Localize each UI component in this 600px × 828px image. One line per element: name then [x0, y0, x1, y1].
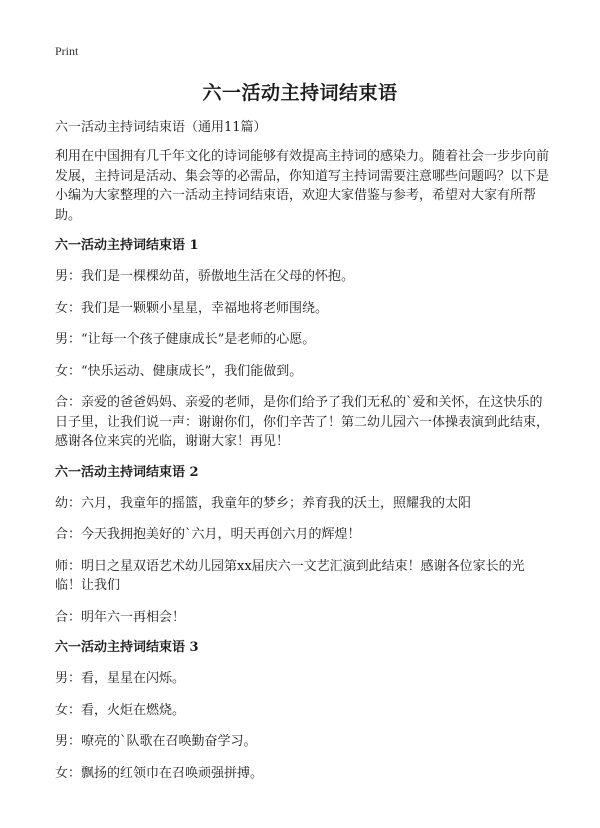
dialogue-line: 女：我们是一颗颗小星星，幸福地将老师围绕。: [55, 300, 329, 316]
section-2: [55, 464, 550, 628]
dialogue-line: 女：看，火炬在燃烧。: [55, 702, 186, 718]
dialogue-line: 幼：六月，我童年的摇篮，我童年的梦乡；养育我的沃土，照耀我的太阳: [55, 495, 472, 511]
section-heading: 六一活动主持词结束语 1: [55, 238, 199, 253]
print-link[interactable]: Print: [55, 44, 79, 58]
dialogue-line: 师：明日之星双语艺术幼儿园第xx届庆六一文艺汇演到此结束！感谢各位家长的光临！让我们: [55, 558, 525, 593]
dialogue-line: 男：我们是一棵棵幼苗，骄傲地生活在父母的怀抱。: [55, 269, 355, 284]
section-heading: 六一活动主持词结束语 3: [55, 640, 199, 655]
section-3: [55, 639, 550, 783]
dialogue-line: 男：看，星星在闪烁。: [55, 671, 186, 686]
section-1: [55, 237, 550, 452]
dialogue-line: 女：“快乐运动、健康成长”，我们能做到。: [55, 363, 303, 379]
page-title: 六一活动主持词结束语: [202, 82, 398, 104]
intro-paragraph: 利用在中国拥有几千年文化的诗词能够有效提高主持词的感染力。随着社会一步步向前发展，主持词是活动、集会等的必需品，你知道写主持词需要注意哪些问题吗？以下是小编为大家整理的六一活动主持词结束语，欢迎大家借鉴与参考，希望对大家有所帮助。: [55, 149, 550, 223]
dialogue-line: 合：明年六一再相会！: [55, 609, 186, 625]
article-subtitle: 六一活动主持词结束语（通用11篇）: [55, 120, 267, 135]
section-heading: 六一活动主持词结束语 2: [55, 464, 199, 480]
dialogue-line: 男：嘹亮的`队歌在召唤勤奋学习。: [55, 734, 257, 749]
dialogue-line: 合：亲爱的爸爸妈妈、亲爱的老师，是你们给予了我们无私的`爱和关怀，在这快乐的日子里，让我们说一声：谢谢你们，你们辛苦了！第二幼儿园六一体操表演到此结束，感谢各位来宾的光临，谢谢大家！再见！: [55, 395, 550, 449]
dialogue-line: 女：飘扬的红领巾在召唤顽强拼搏。: [55, 765, 264, 781]
dialogue-line: 男：“让每一个孩子健康成长”是老师的心愿。: [55, 332, 316, 347]
article-body: [55, 119, 550, 795]
dialogue-line: 合：今天我拥抱美好的`六月，明天再创六月的辉煌！: [55, 527, 361, 542]
